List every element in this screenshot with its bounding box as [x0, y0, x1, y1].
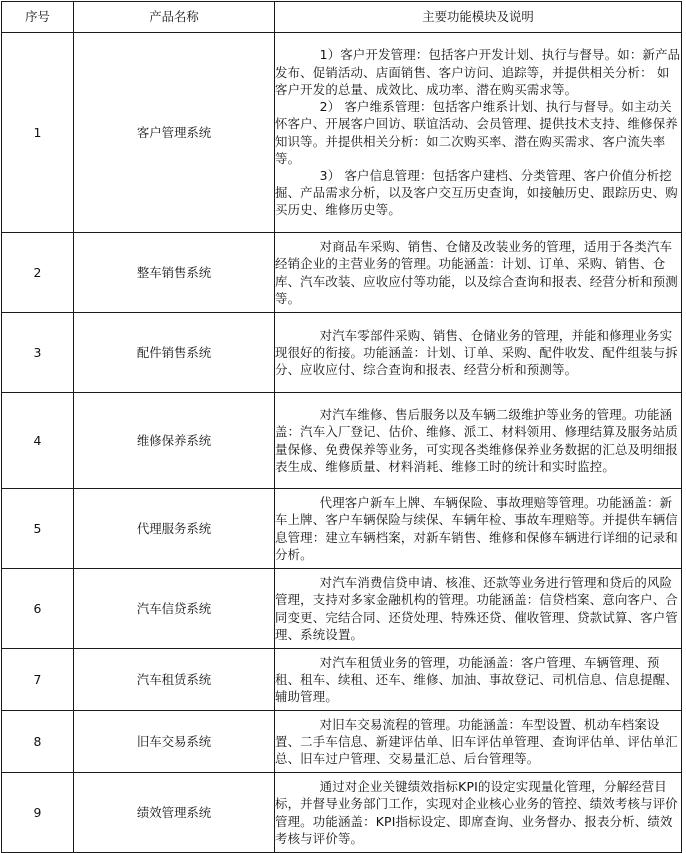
row-serial-number: 6 — [2, 569, 74, 649]
row-function-description — [275, 393, 682, 489]
row-function-description — [275, 313, 682, 393]
table-body — [2, 33, 682, 853]
row-function-description — [275, 489, 682, 569]
row-function-description — [275, 233, 682, 313]
table-row — [2, 233, 682, 313]
row-serial-number: 2 — [2, 233, 74, 313]
table-row — [2, 711, 682, 773]
header-serial-number: 序号 — [2, 2, 74, 33]
product-function-table — [1, 1, 682, 853]
row-function-description — [275, 569, 682, 649]
description-paragraph: 3） 客户信息管理：包括客户建档、分类管理、客户价值分析挖掘、产品需求分析，以及客户交互历史查询，如接触历史、跟踪历史、购买历史、维修历史等。 — [275, 167, 678, 218]
row-serial-number: 8 — [2, 711, 74, 773]
row-product-name: 配件销售系统 — [74, 313, 275, 393]
table-row — [2, 33, 682, 233]
row-product-name: 整车销售系统 — [74, 233, 275, 313]
row-product-name: 绩效管理系统 — [74, 773, 275, 853]
row-serial-number: 1 — [2, 33, 74, 233]
table-row — [2, 393, 682, 489]
table-row — [2, 773, 682, 853]
description-paragraph: 通过对企业关键绩效指标KPI的设定实现量化管理，分解经营目标，并督导业务部门工作，实现对企业核心业务的管控、绩效考核与评价管理。功能涵盖：KPI指标设定、即席查询、业务督办、报表分析、绩效考核与评价等。 — [275, 779, 678, 846]
row-product-name: 汽车信贷系统 — [74, 569, 275, 649]
description-paragraph: 代理客户新车上牌、车辆保险、事故理赔等管理。功能涵盖：新车上牌、客户车辆保险与续保、车辆年检、事故车理赔等。并提供车辆信息管理：建立车辆档案，对新车销售、维修和保修车辆进行详细的记录和分析。 — [275, 495, 678, 562]
table-row — [2, 649, 682, 711]
table-row — [2, 489, 682, 569]
row-serial-number: 5 — [2, 489, 74, 569]
description-paragraph: 对旧车交易流程的管理。功能涵盖：车型设置、机动车档案设置、二手车信息、新建评估单、旧车评估单管理、查询评估单、评估单汇总、旧车过户管理、交易量汇总、后台管理等。 — [275, 716, 678, 767]
row-product-name: 旧车交易系统 — [74, 711, 275, 773]
description-paragraph: 2） 客户维系管理：包括客户维系计划、执行与督导。如主动关怀客户、开展客户回访、联谊活动、会员管理、提供技术支持、维修保养知识等。并提供相关分析：如二次购买率、潜在购买需求、客户流失率等。 — [275, 99, 678, 166]
row-product-name: 汽车租赁系统 — [74, 649, 275, 711]
header-function-description: 主要功能模块及说明 — [275, 2, 682, 33]
header-row — [2, 2, 682, 33]
row-product-name: 客户管理系统 — [74, 33, 275, 233]
row-product-name: 代理服务系统 — [74, 489, 275, 569]
description-paragraph: 对汽车消费信贷申请、核准、还款等业务进行管理和贷后的风险管理，支持对多家金融机构的管理。功能涵盖：信贷档案、意向客户、合同变更、完结合同、还贷处理、特殊还贷、催收管理、贷款试算、客户管理、系统设置。 — [275, 575, 678, 642]
description-paragraph: 对汽车维修、售后服务以及车辆二级维护等业务的管理。功能涵盖：汽车入厂登记、估价、维修、派工、材料领用、修理结算及服务站质量保修、免费保养等业务，可实现各类维修保养业务数据的汇总及明细报表生成、维修质量、材料消耗、维修工时的统计和实时监控。 — [275, 407, 678, 474]
table-row — [2, 569, 682, 649]
description-paragraph: 对商品车采购、销售、仓储及改装业务的管理，适用于各类汽车经销企业的主营业务的管理。功能涵盖：计划、订单、采购、销售、仓库、汽车改装、应收应付等功能，以及综合查询和报表、经营分析和预测等。 — [275, 239, 678, 306]
row-serial-number: 9 — [2, 773, 74, 853]
row-serial-number: 7 — [2, 649, 74, 711]
table-header — [2, 2, 682, 33]
row-function-description — [275, 649, 682, 711]
description-paragraph: 对汽车租赁业务的管理，功能涵盖：客户管理、车辆管理、预租、租车、续租、还车、维修、加油、事故登记、司机信息、信息提醒、辅助管理。 — [275, 654, 678, 705]
description-paragraph: 对汽车零部件采购、销售、仓储业务的管理，并能和修理业务实现很好的衔接。功能涵盖：计划、订单、采购、配件收发、配件组装与拆分、应收应付、综合查询和报表、经营分析和预测等。 — [275, 327, 678, 378]
row-function-description — [275, 33, 682, 233]
table-row — [2, 313, 682, 393]
header-product-name: 产品名称 — [74, 2, 275, 33]
description-paragraph: 1）客户开发管理：包括客户开发计划、执行与督导。如：新产品发布、促销活动、店面销售、客户访问、追踪等，并提供相关分析： 如客户开发的总量、成效比、成功率、潜在购买需求等。 — [275, 47, 681, 97]
row-serial-number: 4 — [2, 393, 74, 489]
row-product-name: 维修保养系统 — [74, 393, 275, 489]
row-serial-number: 3 — [2, 313, 74, 393]
row-function-description — [275, 773, 682, 853]
row-function-description — [275, 711, 682, 773]
